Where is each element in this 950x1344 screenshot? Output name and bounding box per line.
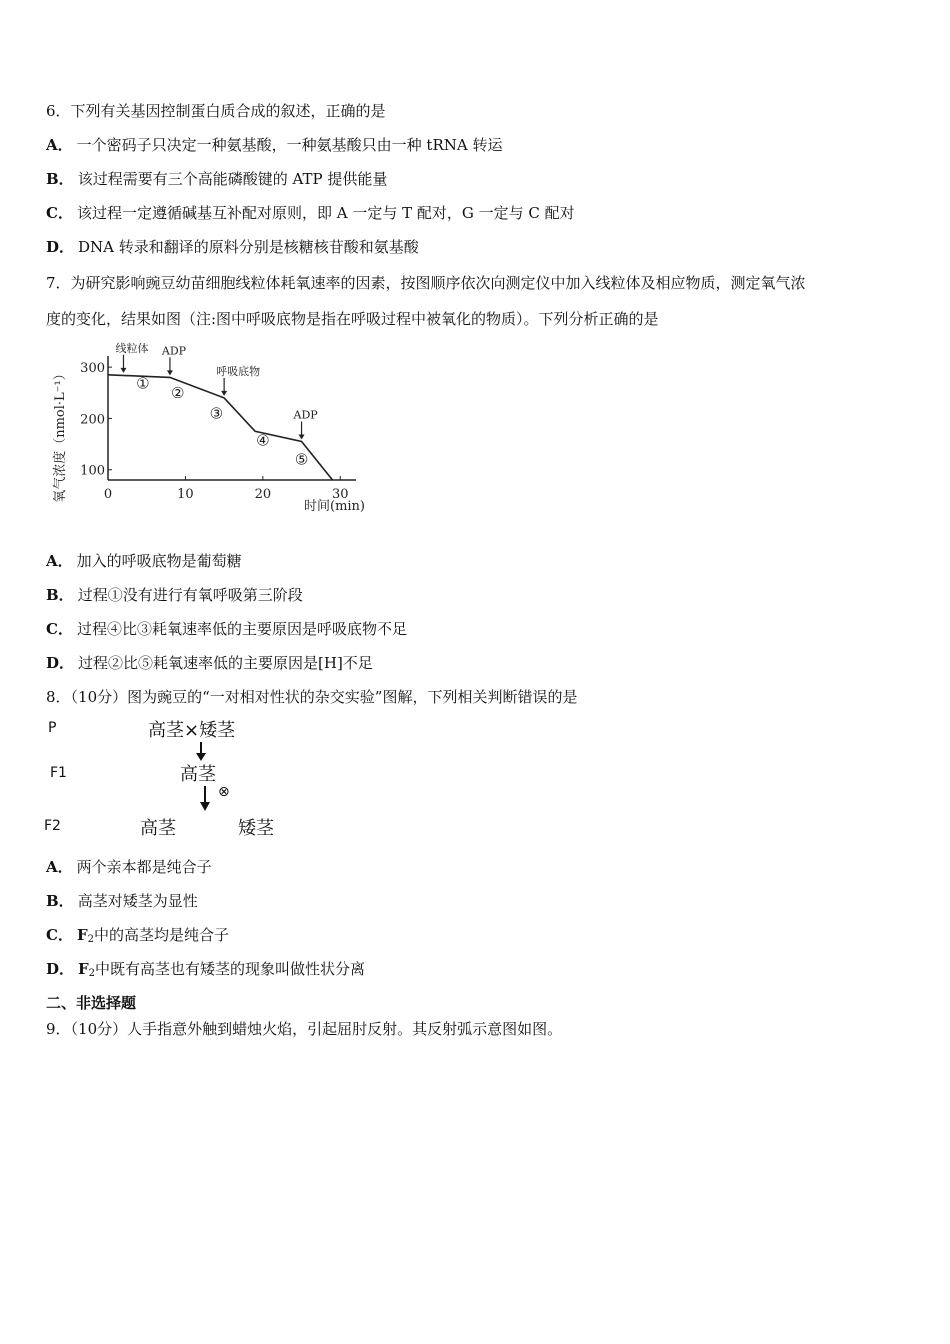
option-text: 过程②比⑤耗氧速率低的主要原因是[H]不足 bbox=[78, 654, 373, 672]
option-text: 两个亲本都是纯合子 bbox=[76, 858, 212, 876]
p-cross-text: 高茎×矮茎 bbox=[148, 720, 236, 741]
option-letter: A． bbox=[46, 552, 73, 570]
y-tick-label: 200 bbox=[80, 412, 105, 428]
f1-label: F1 bbox=[50, 765, 67, 781]
p-label: P bbox=[48, 720, 57, 736]
option-text: 一个密码子只决定一种氨基酸，一种氨基酸只由一种 tRNA 转运 bbox=[76, 136, 503, 154]
q7-stem-line1: 7．为研究影响豌豆幼苗细胞线粒体耗氧速率的因素，按图顺序依次向测定仪中加入线粒体及相应物质，测定氧气浓 bbox=[46, 274, 806, 292]
down-arrow-icon bbox=[198, 786, 212, 812]
down-arrow-icon bbox=[194, 742, 208, 762]
option-text: 高茎对矮茎为显性 bbox=[77, 892, 198, 910]
option-text: 加入的呼吸底物是葡萄糖 bbox=[76, 552, 242, 570]
q6-option-d bbox=[46, 236, 419, 258]
phase-label: ① bbox=[136, 374, 150, 393]
q7-option-d bbox=[46, 652, 373, 674]
option-text: 过程④比③耗氧速率低的主要原因是呼吸底物不足 bbox=[76, 620, 407, 638]
option-text: DNA 转录和翻译的原料分别是核糖核苷酸和氨基酸 bbox=[78, 238, 419, 256]
x-tick-label: 0 bbox=[103, 487, 113, 502]
f2-short-text: 矮茎 bbox=[238, 818, 274, 839]
x-tick-label: 30 bbox=[331, 487, 349, 502]
option-text-sub: 2 bbox=[87, 934, 94, 945]
q6-option-b bbox=[46, 168, 387, 190]
q8-option-a bbox=[46, 856, 212, 878]
f2-label: F2 bbox=[44, 818, 61, 834]
q6-option-c bbox=[46, 202, 575, 224]
x-axis-label: 时间(min) bbox=[304, 499, 366, 514]
oxygen-concentration-chart bbox=[46, 340, 386, 520]
q8-option-b bbox=[46, 890, 198, 912]
option-text-f: F bbox=[76, 926, 88, 944]
option-text-sub: 2 bbox=[88, 968, 96, 979]
annotation-label: 呼吸底物 bbox=[216, 364, 261, 378]
q7-option-c bbox=[46, 618, 407, 640]
option-letter: C． bbox=[46, 204, 73, 222]
option-letter: B． bbox=[46, 170, 74, 188]
q8-option-c bbox=[46, 924, 229, 951]
self-cross-icon: ⊗ bbox=[218, 784, 230, 800]
option-text: 该过程需要有三个高能磷酸键的 ATP 提供能量 bbox=[77, 170, 388, 188]
annotation-label: 线粒体 bbox=[115, 341, 149, 355]
q8-stem: 8．（10分）图为豌豆的“一对相对性状的杂交实验”图解，下列相关判断错误的是 bbox=[46, 688, 578, 706]
q8-option-d bbox=[46, 958, 365, 985]
x-tick-label: 10 bbox=[177, 487, 194, 502]
option-letter: D． bbox=[46, 960, 75, 978]
chart-ticks bbox=[80, 361, 348, 502]
annotation-arrowhead bbox=[299, 435, 305, 440]
phase-label: ④ bbox=[256, 431, 270, 450]
q7-option-a bbox=[46, 550, 242, 572]
phase-label: ⑤ bbox=[294, 450, 309, 469]
option-letter: A． bbox=[46, 858, 73, 876]
annotation-label: ADP bbox=[161, 344, 187, 358]
option-text: 中的高茎均是纯合子 bbox=[93, 926, 229, 944]
q7-stem-line2: 度的变化，结果如图（注:图中呼吸底物是指在呼吸过程中被氧化的物质）。下列分析正确的是 bbox=[46, 310, 659, 328]
option-text: 该过程一定遵循碱基互补配对原则，即 A 一定与 T 配对，G 一定与 C 配对 bbox=[76, 204, 575, 222]
annotation-label: ADP bbox=[293, 408, 318, 422]
option-letter: D． bbox=[46, 654, 75, 672]
option-text: 中既有高茎也有矮茎的现象叫做性状分离 bbox=[95, 960, 366, 978]
option-text: 过程①没有进行有氧呼吸第三阶段 bbox=[77, 586, 303, 604]
option-letter: C． bbox=[46, 926, 73, 944]
y-tick-label: 100 bbox=[80, 463, 105, 479]
phase-label: ② bbox=[170, 383, 185, 402]
annotation-arrowhead bbox=[120, 368, 126, 373]
f1-text: 高茎 bbox=[180, 764, 216, 785]
phase-label: ③ bbox=[209, 404, 224, 423]
option-letter: B． bbox=[46, 892, 74, 910]
option-letter: B． bbox=[46, 586, 74, 604]
chart-phases bbox=[136, 375, 308, 469]
q6-stem: 6．下列有关基因控制蛋白质合成的叙述，正确的是 bbox=[46, 102, 386, 120]
x-tick-label: 20 bbox=[254, 487, 272, 502]
option-letter: A． bbox=[46, 136, 73, 154]
option-letter: C． bbox=[46, 620, 73, 638]
option-letter: D． bbox=[46, 238, 75, 256]
section-title: 二、非选择题 bbox=[46, 994, 137, 1012]
annotation-arrowhead bbox=[221, 391, 227, 396]
q9-stem: 9．（10分）人手指意外触到蜡烛火焰，引起屈肘反射。其反射弧示意图如图。 bbox=[46, 1020, 563, 1038]
cross-diagram bbox=[40, 714, 300, 842]
option-text-f: F bbox=[78, 960, 89, 978]
q7-option-b bbox=[46, 584, 303, 606]
f2-tall-text: 高茎 bbox=[140, 818, 176, 839]
q6-option-a bbox=[46, 134, 502, 156]
y-axis-label: 氧气浓度（nmol·L⁻¹） bbox=[53, 367, 68, 503]
y-tick-label: 300 bbox=[80, 361, 105, 377]
annotation-arrowhead bbox=[167, 370, 173, 375]
